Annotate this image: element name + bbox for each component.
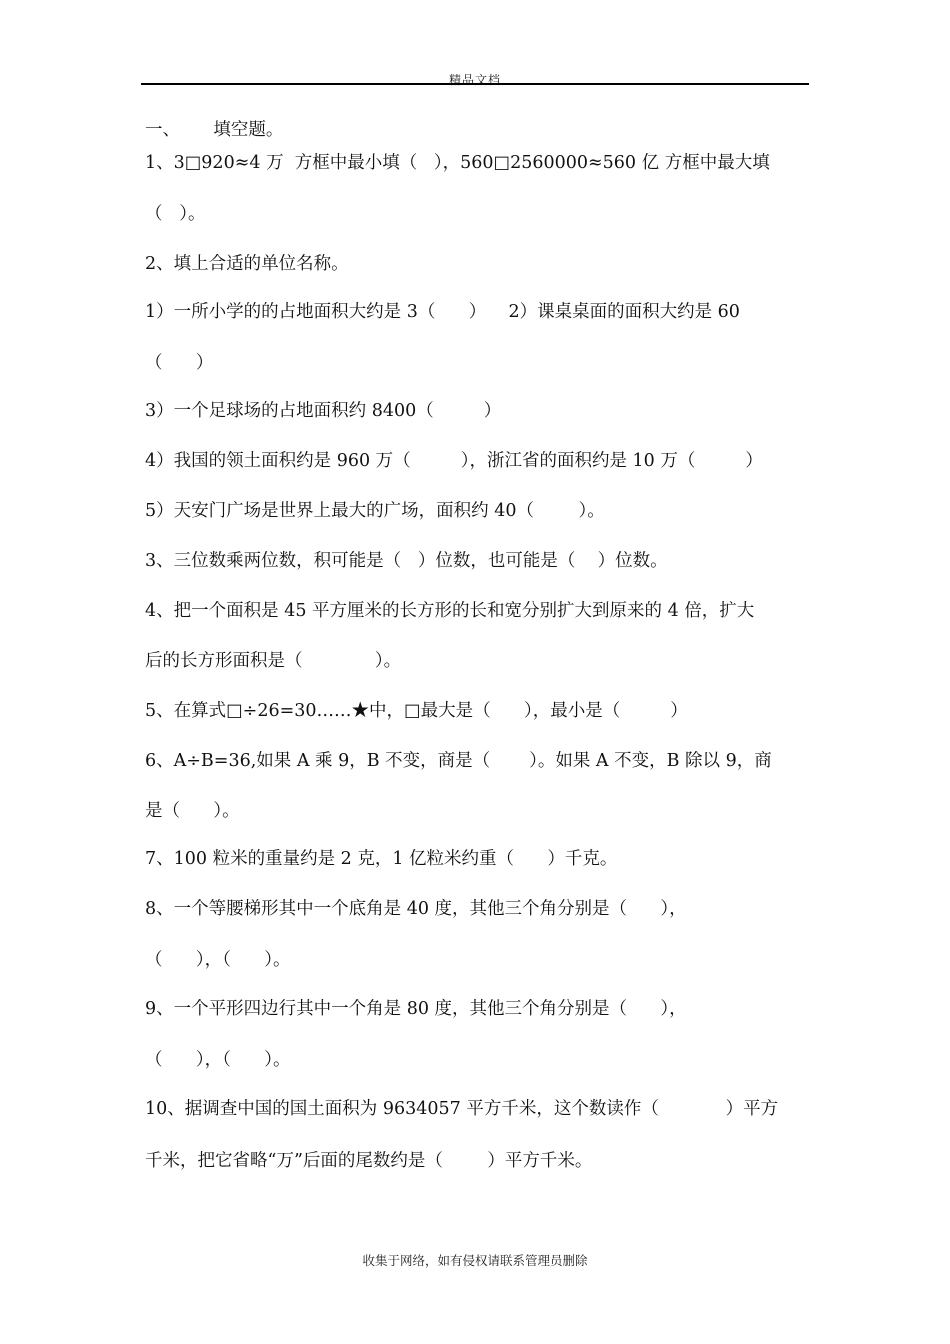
question-line: 5、在算式□÷26=30……★中，□最大是（ ），最小是（ ） (145, 701, 688, 721)
question-line: （ ），（ ）。 (145, 1050, 291, 1070)
question-line: 1、3□920≈4 万 方框中最小填（ ），560□2560000≈560 亿 方框中最大填 (145, 153, 770, 173)
question-line: 1）一所小学的的占地面积大约是 3（ ） 2）课桌桌面的面积大约是 60 (145, 302, 740, 322)
question-line: （ ）。 (145, 204, 206, 224)
question-line: 5）天安门广场是世界上最大的广场，面积约 40（ ）。 (145, 501, 605, 521)
page-header: 精品文档 (448, 73, 501, 87)
question-line: 8、一个等腰梯形其中一个底角是 40 度，其他三个角分别是（ ）， (145, 899, 687, 919)
question-line: 千米，把它省略“万”后面的尾数约是（ ）平方千米。 (145, 1151, 593, 1171)
question-line: 7、100 粒米的重量约是 2 克，1 亿粒米约重（ ）千克。 (145, 849, 618, 869)
page-footer: 收集于网络，如有侵权请联系管理员删除 (362, 1253, 588, 1268)
question-line: 10、据调查中国的国土面积为 9634057 平方千米，这个数读作（ ）平方 (145, 1099, 779, 1119)
question-line: 3、三位数乘两位数，积可能是（ ）位数，也可能是（ ）位数。 (145, 551, 668, 571)
question-line: 4、把一个面积是 45 平方厘米的长方形的长和宽分别扩大到原来的 4 倍，扩大 (145, 601, 755, 621)
question-line: （ ），（ ）。 (145, 950, 291, 970)
header-divider (141, 83, 809, 85)
question-line: 2、填上合适的单位名称。 (145, 254, 349, 274)
section-heading: 一、 填空题。 (145, 120, 284, 140)
question-line: 3）一个足球场的占地面积约 8400（ ） (145, 401, 502, 421)
question-line: 9、一个平形四边行其中一个角是 80 度，其他三个角分别是（ ）， (145, 999, 687, 1019)
question-line: 6、A÷B=36,如果 A 乘 9，B 不变，商是（ ）。如果 A 不变，B 除以 9，商 (145, 751, 772, 771)
question-line: 是（ ）。 (145, 801, 240, 821)
question-line: 4）我国的领土面积约是 960 万（ ），浙江省的面积约是 10 万（ ） (145, 451, 763, 471)
question-line: （ ） (145, 353, 214, 373)
question-line: 后的长方形面积是（ ）。 (145, 651, 402, 671)
